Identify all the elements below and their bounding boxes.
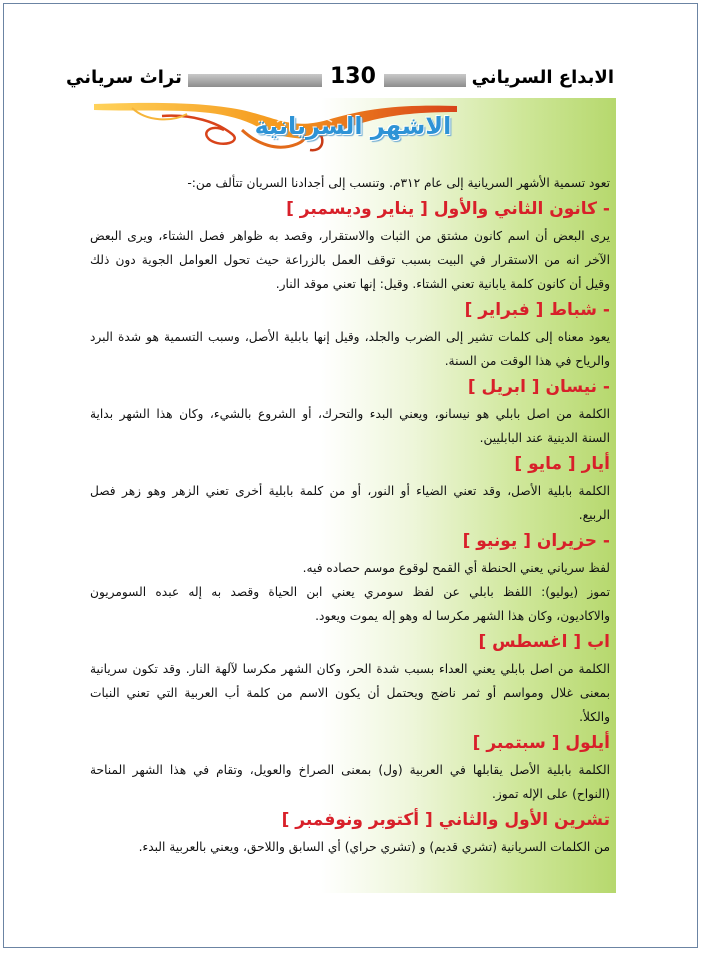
section-title: تراث سرياني bbox=[60, 64, 188, 92]
magazine-title: الابداع السرياني bbox=[466, 64, 620, 92]
paragraph-line: بمعنى غلال ومواسم أو ثمر ناضج ويحتمل أن يكون الاسم من كلمة أب العربية التي تعني النبات bbox=[90, 686, 610, 700]
paragraph-line: والاكاديون، وكان هذا الشهر مكرسا له وهو إله يموت ويعود. bbox=[315, 609, 610, 623]
heading-ab: اب [ اغسطس ] bbox=[478, 632, 610, 652]
paragraph-line: من الكلمات السريانية (تشري قديم) و (تشري حراي) أي السابق واللاحق، ويعني بالعربية البدء. bbox=[138, 840, 610, 854]
page-number: 130 bbox=[322, 62, 384, 92]
heading-ayar: أيار [ مايو ] bbox=[514, 454, 610, 474]
banner-title: الاشهر السريانية bbox=[254, 112, 452, 140]
paragraph-line: لفظ سرياني يعني الحنطة أي القمح لوقوع موسم حصاده فيه. bbox=[302, 561, 610, 575]
paragraph-line: يرى البعض أن اسم كانون مشتق من الثبات والاستقرار، وقصد به ظواهر فصل الشتاء، ويرى البعض bbox=[90, 229, 610, 243]
heading-haziran: - حزيران [ يونيو ] bbox=[462, 531, 610, 551]
paragraph-line: السنة الدينية عند البابليين. bbox=[479, 431, 610, 445]
heading-kanun: - كانون الثاني والأول [ يناير وديسمبر ] bbox=[286, 199, 610, 219]
paragraph-line: الآخر انه من الاستقرار في البيت بسبب توقف العمل بالزراعة حيث تحول العوامل الجوية دون ذلك bbox=[90, 253, 610, 267]
paragraph-line: الكلمة من اصل بابلي هو نيسانو، ويعني البدء والتحرك، أو الشروع بالشيء، وكان هذا الشهر بداية bbox=[90, 407, 610, 421]
heading-shubat: - شباط [ فبراير ] bbox=[464, 300, 610, 320]
paragraph-line: يعود معناه إلى كلمات تشير إلى الضرب والجلد، وقيل إنها بابلية الأصل، وسبب التسمية هو شدة البرد bbox=[90, 330, 610, 344]
paragraph-line: الكلمة بابلية الأصل يقابلها في العربية (ول) بمعنى الصراخ والعويل، وتقام في هذا الشهر المناحة bbox=[90, 763, 610, 777]
heading-aylul: أيلول [ سبتمبر ] bbox=[472, 733, 610, 753]
paragraph-line: وقيل أن كانون كلمة يابانية تعني الشتاء. وقيل: إنها تعني موقد النار. bbox=[275, 277, 610, 291]
paragraph-line: والرياح في هذا الوقت من السنة. bbox=[444, 354, 610, 368]
heading-nisan: - نيسان [ ابريل ] bbox=[467, 377, 610, 397]
article-body bbox=[90, 171, 610, 859]
paragraph-line: تموز (يوليو): اللفظ بابلي عن لفظ سومري يعني ابن الحياة وقصد به إله عبده السومريون bbox=[90, 585, 610, 599]
paragraph-line: الربيع. bbox=[578, 508, 610, 522]
paragraph-line: الكلمة من اصل بابلي يعني العداء بسبب شدة الحر، وكان الشهر مكرسا لآلهة النار. وقد تكون سريانية bbox=[90, 662, 610, 676]
paragraph-line: الكلمة بابلية الأصل، وقد تعني الضياء أو النور، أو من كلمة بابلية أخرى تعني الزهر وهو زهر فصل bbox=[90, 484, 610, 498]
heading-tishrin: تشرين الأول والثاني [ أكتوبر ونوفمبر ] bbox=[281, 810, 610, 830]
page-header bbox=[60, 66, 618, 92]
paragraph-line: (النواح) على الإله تموز. bbox=[491, 787, 610, 801]
paragraph-line: والكلأ. bbox=[579, 710, 610, 724]
intro-line: تعود تسمية الأشهر السريانية إلى عام ٣١٢م. وتنسب إلى أجدادنا السريان تتألف من:- bbox=[187, 176, 610, 190]
